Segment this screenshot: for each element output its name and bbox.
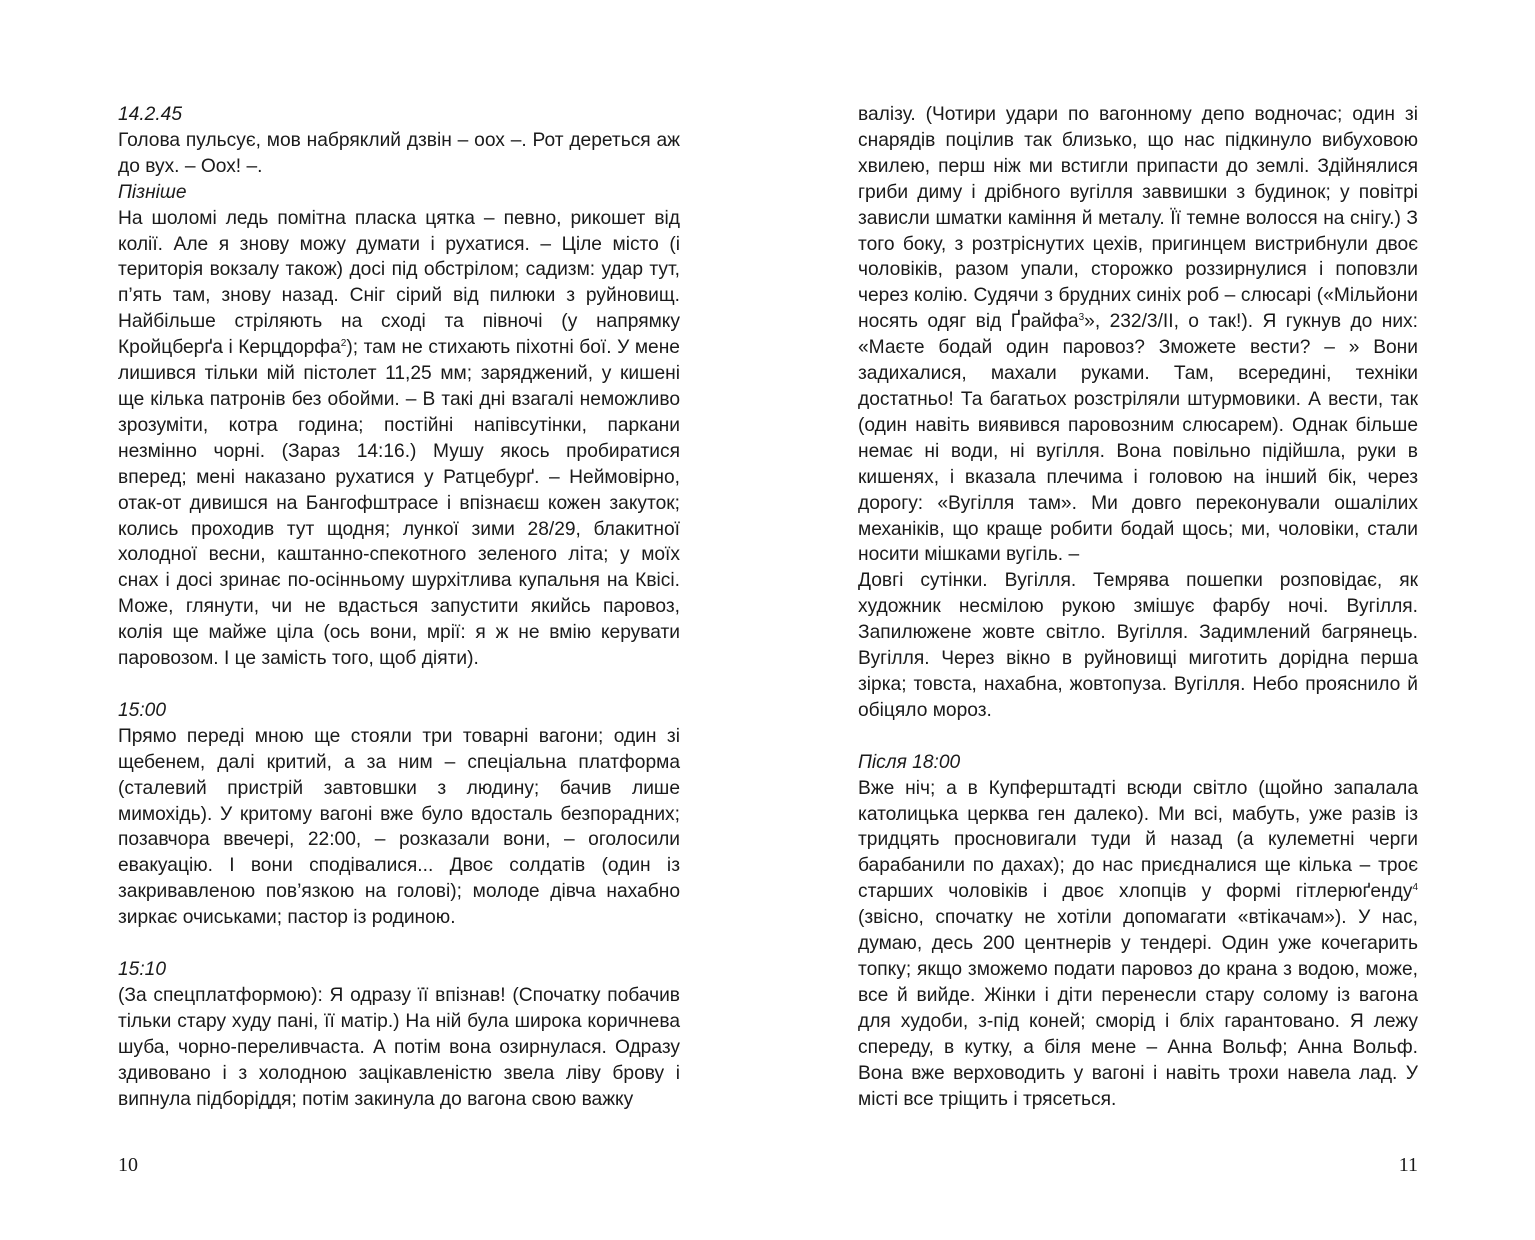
body-paragraph (858, 102, 1418, 568)
left-page-text (118, 102, 680, 1113)
footnote-ref: 2 (340, 338, 347, 350)
entry-date: 15:00 (118, 699, 167, 721)
text-run: Вже ніч; а в Купферштадті всюди світло (щойно запалала католицька церква ген далеко). Ми всі, мабуть, уже разів із тридцять просновигали туди й назад (а кулеметні черги барабанили по дахах); до нас приєдналися ще кілька – троє старших чоловіків і двоє хлопців у формі гітлерюґенду (858, 777, 1418, 903)
text-run: ); там не стихають піхотні бої. У мене лишився тільки мій пістолет 11,25 мм; заряджений, у кишені ще кілька патронів без обойми. – В такі дні взагалі неможливо зрозуміти, котра година; постійні напівсутінки, паркани незмінно чорні. (Зараз 14:16.) Мушу якось пробиратися вперед; мені наказано рухатися у Ратцебурґ. – Неймовірно, отак-от дивишся на Бангофштрасе і впізнаєш кожен закуток; колись проходив тут щодня; лункої зими 28/29, блакитної холодної весни, каштанно-спекотного зеленого літа; у моїх снах і досі зринає по-осінньому шурхітлива купальня на Квісі. Може, глянути, чи не вдасться запустити якийсь паровоз, колія ще майже ціла (ось вони, мрії: я ж не вмію керувати паровозом. І це замість того, щоб діяти). (118, 337, 680, 670)
text-run: валізу. (Чотири удари по вагонному депо водночас; один зі снарядів поцілив так близько, що нас підкинуло вибуховою хвилею, перш ніж ми встигли припасти до землі. Здійнялися гриби диму і дрібного вугілля заввишки з будинок; у повітрі зависли шматки каміння й металу. Її темне волосся на снігу.) З того боку, з розтріснутих цехів, пригинцем вистрибнули двоє чоловіків, разом упали, сторожко роззирнулися і поповзли через колію. Судячи з брудних синіх роб – слюсарі («Мільйони носять одяг від Ґрайфа (858, 104, 1418, 333)
footnote-ref: 4 (1412, 882, 1418, 894)
text-run: », 232/3/II, о так!). Я гукнув до них: «Маєте бодай один паровоз? Зможете вести? – » Вони задихалися, махали руками. Там, всередині, техніки достатньо! Та багатьох розстріляли штурмовики. А вести, так (один навіть виявився паровозним слюсарем). Однак більше немає ні води, ні вугілля. Вона повільно підійшла, руки в кишенях, і вказала плечима і головою на інший бік, через дорогу: «Вугілля там». Ми довго переконували ошалілих механіків, що краще робити бодай щось; ми, чоловіки, стали носити мішками вугіль. – (858, 311, 1418, 566)
right-page-text (858, 102, 1418, 1112)
entry-date: 14.2.45 (118, 104, 183, 125)
entry-date: 15:10 (118, 959, 167, 981)
paragraph-gap (118, 931, 680, 957)
paragraph-gap (118, 672, 680, 698)
entry-date: Після 18:00 (858, 751, 961, 773)
paragraph-gap (858, 724, 1418, 750)
right-page (858, 102, 1418, 1112)
left-page (118, 102, 680, 1113)
body-paragraph: Голова пульсує, мов набряклий дзвін – оох –. Рот дереться аж до вух. – Оох! –. (118, 129, 680, 177)
text-run: (звісно, спочатку не хотіли допомагати «втікачам»). У нас, думаю, десь 200 центнерів у тендері. Один уже кочегарить топку; якщо зможемо подати паровоз до крана з водою, може, все й вийде. Жінки і діти перенесли стару солому із вагона для худоби, з-під коней; сморід і бліх гарантовано. Я лежу спереду, в кутку, а біля мене – Анна Вольф; Анна Вольф. Вона вже верховодить у вагоні і навіть трохи навела лад. У місті все тріщить і трясеться. (858, 907, 1418, 1110)
page-number-left: 10 (118, 1154, 138, 1176)
entry-date: Пізніше (118, 181, 187, 203)
text-run: На шоломі ледь помітна пласка цятка – певно, рикошет від колії. Але я знову можу думати і рухатися. – Ціле місто (і територія вокзалу також) досі під обстрілом; садизм: удар тут, п’ять там, знову назад. Сніг сірий від пилюки з руйновищ. Найбільше стріляють на сході та півночі (у напрямку Кройцберґа і Керцдорфа (118, 207, 680, 359)
body-paragraph: Прямо переді мною ще стояли три товарні вагони; один зі щебенем, далі критий, а за ним – спеціальна платформа (сталевий пристрій завтовшки з людину; бачив лише мимохідь). У критому вагоні вже було вдосталь безпорадних; позавчора ввечері, 22:00, – розказали вони, – оголосили евакуацію. І вони сподівалися... Двоє солдатів (один із закривавленою пов’язкою на голові); молоде дівча нахабно зиркає очиськами; пастор із родиною. (118, 725, 680, 929)
footnote-ref: 3 (1078, 312, 1085, 324)
body-paragraph: (За спецплатформою): Я одразу її впізнав! (Спочатку побачив тільки стару худу пані, її матір.) На ній була широка коричнева шуба, чорно-переливчаста. А потім вона озирнулася. Одразу здивовано і з холодною зацікавленістю звела ліву брову і випнула підборіддя; потім закинула до вагона свою важку (118, 985, 680, 1110)
body-paragraph (858, 776, 1418, 1113)
body-paragraph (118, 206, 680, 672)
page-number-right: 11 (1398, 1154, 1418, 1176)
body-paragraph: Довгі сутінки. Вугілля. Темрява пошепки розповідає, як художник несмілою рукою змішує фарбу ночі. Вугілля. Запилюжене жовте світло. Вугілля. Задимлений багрянець. Вугілля. Через вікно в руйновищі миготить дорідна перша зірка; товста, нахабна, жовтопуза. Вугілля. Небо прояснило й обіцяло мороз. (858, 570, 1418, 721)
